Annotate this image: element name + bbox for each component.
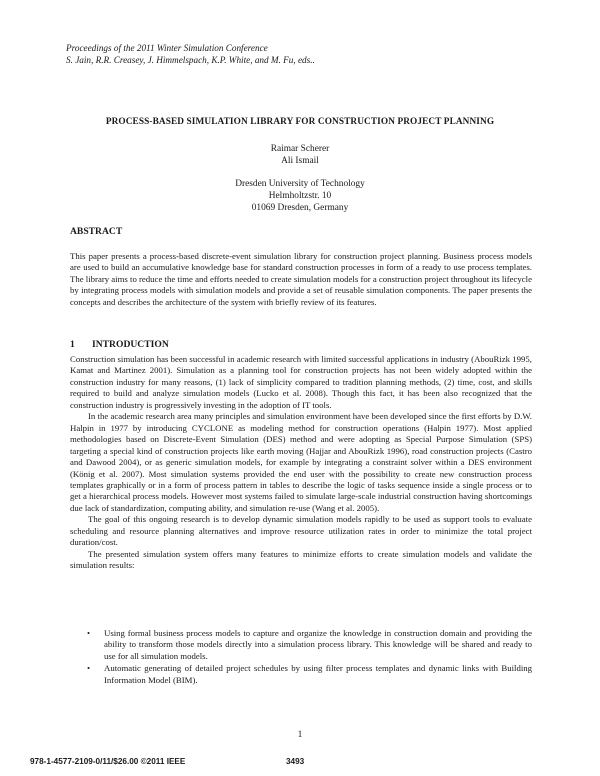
introduction-body (70, 354, 532, 572)
affiliation-line: Dresden University of Technology (235, 179, 365, 189)
isbn-footer: 978-1-4577-2109-0/11/$26.00 ©2011 IEEE (30, 757, 186, 766)
abstract-paragraph: This paper presents a process-based discrete-event simulation library for construction project planning. Business process models are used to build an accumulative knowledge base for standard construction processes in form of a ready to use process templates. The library aims to reduce the time and efforts needed to create simulation models for a construction project throughout its lifecycle by integrating process models with simulation models and provide a set of reusable simulation components. The paper presents the concepts and describes the architecture of the system with briefly review of its features. (70, 251, 532, 307)
bullet-icon: • (87, 663, 91, 674)
list-item (70, 628, 532, 662)
section-heading (70, 339, 169, 350)
proceedings-editors: S. Jain, R.R. Creasey, J. Himmelspach, K.P. White, and M. Fu, eds.. (66, 55, 315, 66)
body-paragraph: Construction simulation has been successful in academic research with limited successful applications in industry (AbouRizk 1995, Kamat and Martinez 2001). Simulation as a planning tool for construction projects has not been widely adopted within the construction industry for many reasons, (1) lack of simplicity compared to tradition planning methods, (2) time, cost, and skills required to build and analyze simulation models (Lucko et al. 2008). Though this fact, it has been also recognized that the construction industry is progressively investing in the adoption of IT tools. (70, 354, 532, 410)
feature-list (70, 628, 532, 687)
body-paragraph: The goal of this ongoing research is to develop dynamic simulation models rapidly to be used as support tools to evaluate scheduling and resource planning alternatives and improve resource utilization rates in order to minimize the total project duration/cost. (70, 514, 532, 548)
affiliation-line: Helmholtzstr. 10 (268, 191, 332, 201)
page-number: 1 (297, 730, 303, 740)
body-paragraph: The presented simulation system offers many features to minimize efforts to create simulation models and validate the simulation results: (70, 548, 532, 571)
list-item (70, 663, 532, 686)
abstract-text (70, 251, 532, 308)
paper-title: PROCESS-BASED SIMULATION LIBRARY FOR CONSTRUCTION PROJECT PLANNING (105, 117, 495, 127)
list-item-text: Automatic generating of detailed project schedules by using filter process templates and dynamic links with Building Information Model (BIM). (104, 663, 532, 685)
section-title: INTRODUCTION (92, 339, 169, 350)
abstract-heading: ABSTRACT (70, 226, 123, 237)
affiliation-line: 01069 Dresden, Germany (251, 203, 349, 213)
proceedings-title: Proceedings of the 2011 Winter Simulation Conference (66, 43, 268, 53)
list-item-text: Using formal business process models to capture and organize the knowledge in construction domain and providing the ability to transform those models directly into a simulation process library. This knowledge will be shared and ready to use for all simulation models. (104, 628, 532, 661)
body-paragraph: In the academic research area many principles and simulation environment have been developed since the first efforts by D.W. Halpin in 1977 by introducing CYCLONE as modeling method for construction operations (Halpin 1977). Most applied methodologies based on Discrete-Event Simulation (DES) method and were adopting as Special Purpose Simulation (SPS) targeting a special kind of construction projects like earth moving (Hajjar and AbouRizk 1996), road construction projects (Castro and Dawood 2004), or as generic simulation models, for example by integrating a constraint solver within a DES environment (König et al. 2007). Most simulation systems provided the end user with the possibility to create new construction process templates graphically or in a form of process pattern in tables to describe the logic of tasks sequence inside a single process or to get a hierarchical process models. However most systems failed to simulate large-scale industrial construction having shortcomings due lack of standardization, computing ability, and simulation re-use (Wang et al. 2005). (70, 411, 532, 513)
proceedings-header (66, 42, 536, 66)
author-name: Raimar Scherer (270, 144, 330, 154)
page-reference: 3493 (286, 757, 305, 766)
bullet-icon: • (87, 628, 91, 638)
section-number: 1 (70, 339, 75, 350)
author-name: Ali Ismail (281, 156, 319, 166)
